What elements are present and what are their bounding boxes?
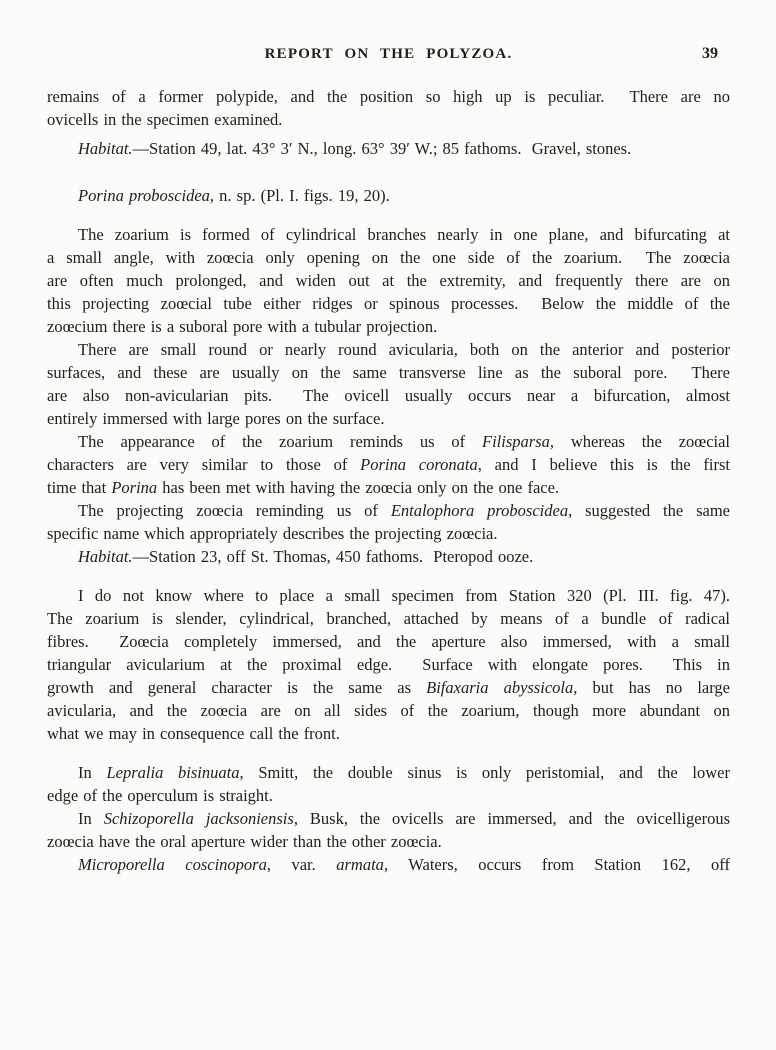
text-line: this projecting zoœcial tube either ridges or spinous processes. Below the middle of the <box>47 294 730 313</box>
text-line: Porina proboscidea, n. sp. (Pl. I. figs. 19, 20). <box>78 186 390 205</box>
text-line: characters are very similar to those of Porina coronata, and I believe this is the first <box>47 455 730 474</box>
text-line: Microporella coscinopora, var. armata, Waters, occurs from Station 162, off <box>78 855 730 874</box>
paragraph <box>47 223 730 338</box>
paragraph <box>47 338 730 430</box>
text-line: entirely immersed with large pores on the surface. <box>47 409 385 428</box>
paragraph <box>47 430 730 499</box>
text-line: The projecting zoœcia reminding us of Entalophora proboscidea, suggested the same <box>78 501 730 520</box>
text-line: Habitat.—Station 23, off St. Thomas, 450 fathoms. Pteropod ooze. <box>78 547 534 566</box>
paragraph <box>47 853 730 876</box>
text-line: growth and general character is the same as Bifaxaria abyssicola, but has no large <box>47 678 731 697</box>
text-line: Habitat.—Station 49, lat. 43° 3′ N., long. 63° 39′ W.; 85 fathoms. Gravel, stones. <box>78 139 632 158</box>
text-line: zoœcium there is a suboral pore with a tubular projection. <box>47 317 438 336</box>
text-line: triangular avicularium at the proximal edge. Surface with elongate pores. This in <box>47 655 730 674</box>
species-heading <box>47 184 730 207</box>
text-line: avicularia, and the zoœcia are on all sides of the zoarium, though more abundant on <box>47 701 730 720</box>
text-line: what we may in consequence call the front. <box>47 724 340 743</box>
habitat-line <box>47 137 730 160</box>
text-line: specific name which appropriately describes the projecting zoœcia. <box>47 524 498 543</box>
text-line: are often much prolonged, and widen out at the extremity, and frequently there are on <box>47 271 730 290</box>
text-line: In Lepralia bisinuata, Smitt, the double sinus is only peristomial, and the lower <box>78 763 731 782</box>
text-line: ovicells in the specimen examined. <box>47 110 283 129</box>
page-number: 39 <box>702 45 718 62</box>
page-body <box>47 85 730 876</box>
text-line: are also non-avicularian pits. The ovicell usually occurs near a bifurcation, almost <box>47 386 730 405</box>
text-line: fibres. Zoœcia completely immersed, and the aperture also immersed, with a small <box>47 632 730 651</box>
text-line: There are small round or nearly round avicularia, both on the anterior and posterior <box>78 340 730 359</box>
text-line: time that Porina has been met with having the zoœcia only on the one face. <box>47 478 560 497</box>
text-line: remains of a former polypide, and the position so high up is peculiar. There are no <box>47 87 730 106</box>
text-line: zoœcia have the oral aperture wider than the other zoœcia. <box>47 832 442 851</box>
paragraph <box>47 761 730 807</box>
paragraph <box>47 499 730 545</box>
text-line: The zoarium is formed of cylindrical branches nearly in one plane, and bifurcating at <box>78 225 730 244</box>
page-header <box>47 44 730 64</box>
paragraph <box>47 85 730 131</box>
text-line: I do not know where to place a small specimen from Station 320 (Pl. III. fig. 47). <box>78 586 730 605</box>
text-line: surfaces, and these are usually on the same transverse line as the suboral pore. There <box>47 363 730 382</box>
text-line: edge of the operculum is straight. <box>47 786 273 805</box>
paragraph <box>47 807 730 853</box>
paragraph <box>47 584 730 745</box>
text-line: The appearance of the zoarium reminds us of Filisparsa, whereas the zoœcial <box>78 432 731 451</box>
text-line: a small angle, with zoœcia only opening on the one side of the zoarium. The zoœcia <box>47 248 730 267</box>
habitat-line <box>47 545 730 568</box>
text-line: In Schizoporella jacksoniensis, Busk, the ovicells are immersed, and the ovicelligerous <box>78 809 730 828</box>
text-line: The zoarium is slender, cylindrical, branched, attached by means of a bundle of radical <box>47 609 730 628</box>
report-title: REPORT ON THE POLYZOA. <box>264 46 513 62</box>
